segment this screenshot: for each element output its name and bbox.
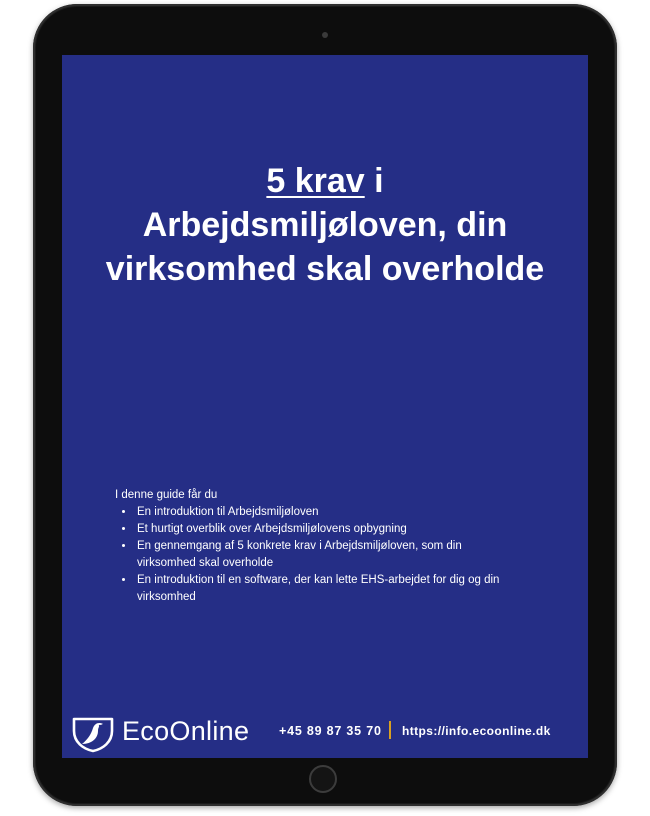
- guide-intro: I denne guide får du: [115, 489, 218, 501]
- camera-icon: [322, 32, 328, 38]
- guide-summary: [115, 487, 515, 606]
- title-connector: i: [364, 162, 384, 200]
- brand-name: EcoOnline: [122, 716, 250, 746]
- title-remainder: Arbejdsmiljøloven, din virksomhed skal overholde: [105, 206, 545, 288]
- ebook-cover-screen: [62, 55, 588, 758]
- guide-bullet: • En gennemgang af 5 konkrete krav i Arbejdsmiljøloven, som din virksomhed skal overholde: [135, 538, 515, 572]
- footer-bar: [62, 704, 588, 758]
- guide-bullet: • Et hurtigt overblik over Arbejdsmiljølovens opbygning: [135, 521, 515, 538]
- title-highlight: 5 krav: [266, 162, 365, 200]
- guide-bullet: • En introduktion til Arbejdsmiljøloven: [135, 504, 515, 521]
- home-button[interactable]: [309, 765, 337, 793]
- ecoonline-bird-shield-icon: [70, 713, 116, 753]
- website-link[interactable]: https://info.ecoonline.dk: [402, 724, 551, 738]
- guide-bullet-list: [115, 504, 515, 606]
- guide-bullet: • En introduktion til en software, der kan lette EHS-arbejdet for dig og din virksomhed: [135, 572, 515, 606]
- phone-number[interactable]: +45 89 87 35 70: [279, 724, 382, 738]
- footer-divider: [389, 721, 391, 739]
- ebook-title: [92, 159, 558, 291]
